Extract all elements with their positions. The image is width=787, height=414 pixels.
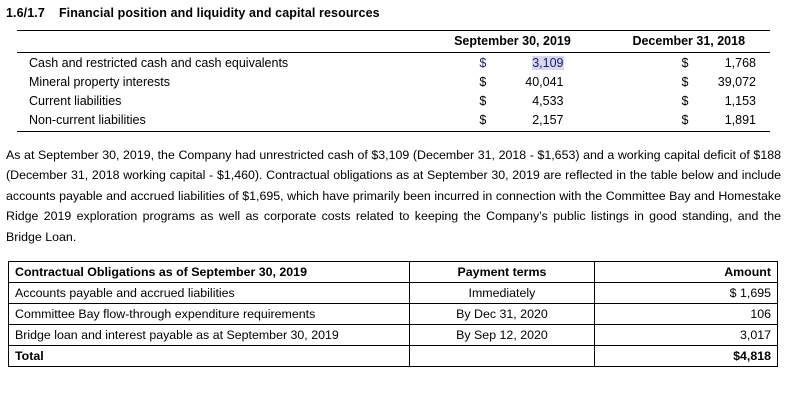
obligation-amount-committee-bay: 106 — [594, 304, 777, 325]
table-row-total — [9, 346, 778, 367]
row-value-current-liabilities-dec — [608, 91, 771, 110]
row-value-current-liabilities-sep — [417, 91, 607, 110]
table-header-row — [17, 31, 770, 53]
row-value-cash-dec — [608, 53, 771, 73]
liquidity-paragraph: As at September 30, 2019, the Company had unrestricted cash of $3,109 (December 31, 2018 - $1,653) and a working capital deficit of $188 (December 31, 2018 working capital - $1,460). Contractual obligations as at September 30, 2019 are reflected in the table below and include accounts payable and accrued liabilities of $1,695, which have primarily been incurred in connection with the Committee Bay and Homestake Ridge 2019 exploration programs as well as corporate costs related to keeping the Company’s public listings in good standing, and the Bridge Loan. — [6, 147, 781, 244]
value: 4,533 — [532, 93, 564, 108]
currency-symbol: $ — [681, 74, 689, 89]
row-value-cash-sep — [417, 53, 607, 73]
obligation-amount-ap: $ 1,695 — [594, 283, 777, 304]
column-header-payment-terms: Payment terms — [410, 262, 594, 283]
table-header-row — [9, 262, 778, 283]
row-value-noncurrent-liabilities-dec — [608, 110, 771, 131]
contractual-obligations-table — [8, 261, 778, 367]
currency-symbol: $ — [479, 55, 487, 70]
row-label-noncurrent-liabilities: Non-current liabilities — [17, 110, 417, 131]
column-header-blank — [17, 31, 417, 53]
value: 1,153 — [724, 93, 756, 108]
obligation-label-bridge-loan: Bridge loan and interest payable as at September 30, 2019 — [9, 325, 410, 346]
table-row — [17, 72, 770, 91]
row-value-mineral-sep — [417, 72, 607, 91]
obligation-terms-ap: Immediately — [410, 283, 594, 304]
obligation-terms-bridge-loan: By Sep 12, 2020 — [410, 325, 594, 346]
row-label-current-liabilities: Current liabilities — [29, 93, 122, 108]
total-amount: $4,818 — [594, 346, 777, 367]
value: 3,109 — [532, 55, 564, 70]
table-row — [9, 283, 778, 304]
value: 40,041 — [525, 74, 564, 89]
column-header-dec-2018: December 31, 2018 — [608, 31, 771, 53]
currency-symbol: $ — [681, 112, 689, 127]
currency-symbol: $ — [479, 112, 487, 127]
section-title: Financial position and liquidity and capital resources — [58, 6, 380, 20]
currency-symbol: $ — [479, 93, 487, 108]
obligation-label-committee-bay: Committee Bay flow-through expenditure requirements — [9, 304, 410, 325]
total-label: Total — [9, 346, 410, 367]
table-row — [17, 53, 770, 73]
value: 39,072 — [717, 74, 756, 89]
currency-symbol: $ — [681, 55, 689, 70]
row-value-noncurrent-liabilities-sep — [417, 110, 607, 131]
column-header-obligations: Contractual Obligations as of September 30, 2019 — [9, 262, 410, 283]
obligation-label-ap: Accounts payable and accrued liabilities — [9, 283, 410, 304]
column-header-sep-2019: September 30, 2019 — [417, 31, 607, 53]
value: 1,891 — [724, 112, 756, 127]
row-label-mineral: Mineral property interests — [29, 74, 171, 89]
table-row — [17, 110, 770, 131]
section-heading — [0, 0, 787, 20]
financial-position-table — [17, 30, 770, 132]
currency-symbol: $ — [479, 74, 487, 89]
row-value-mineral-dec — [608, 72, 771, 91]
column-header-amount: Amount — [594, 262, 777, 283]
obligation-terms-committee-bay: By Dec 31, 2020 — [410, 304, 594, 325]
obligation-amount-bridge-loan: 3,017 — [594, 325, 777, 346]
table-row — [17, 91, 770, 110]
value: 2,157 — [532, 112, 564, 127]
table-row — [9, 325, 778, 346]
section-number: 1.6/1.7 — [6, 6, 45, 20]
row-label-cash: Cash and restricted cash and cash equivalents — [29, 55, 289, 70]
total-terms — [410, 346, 594, 367]
value: 1,768 — [724, 55, 756, 70]
table-row — [9, 304, 778, 325]
currency-symbol: $ — [681, 93, 689, 108]
